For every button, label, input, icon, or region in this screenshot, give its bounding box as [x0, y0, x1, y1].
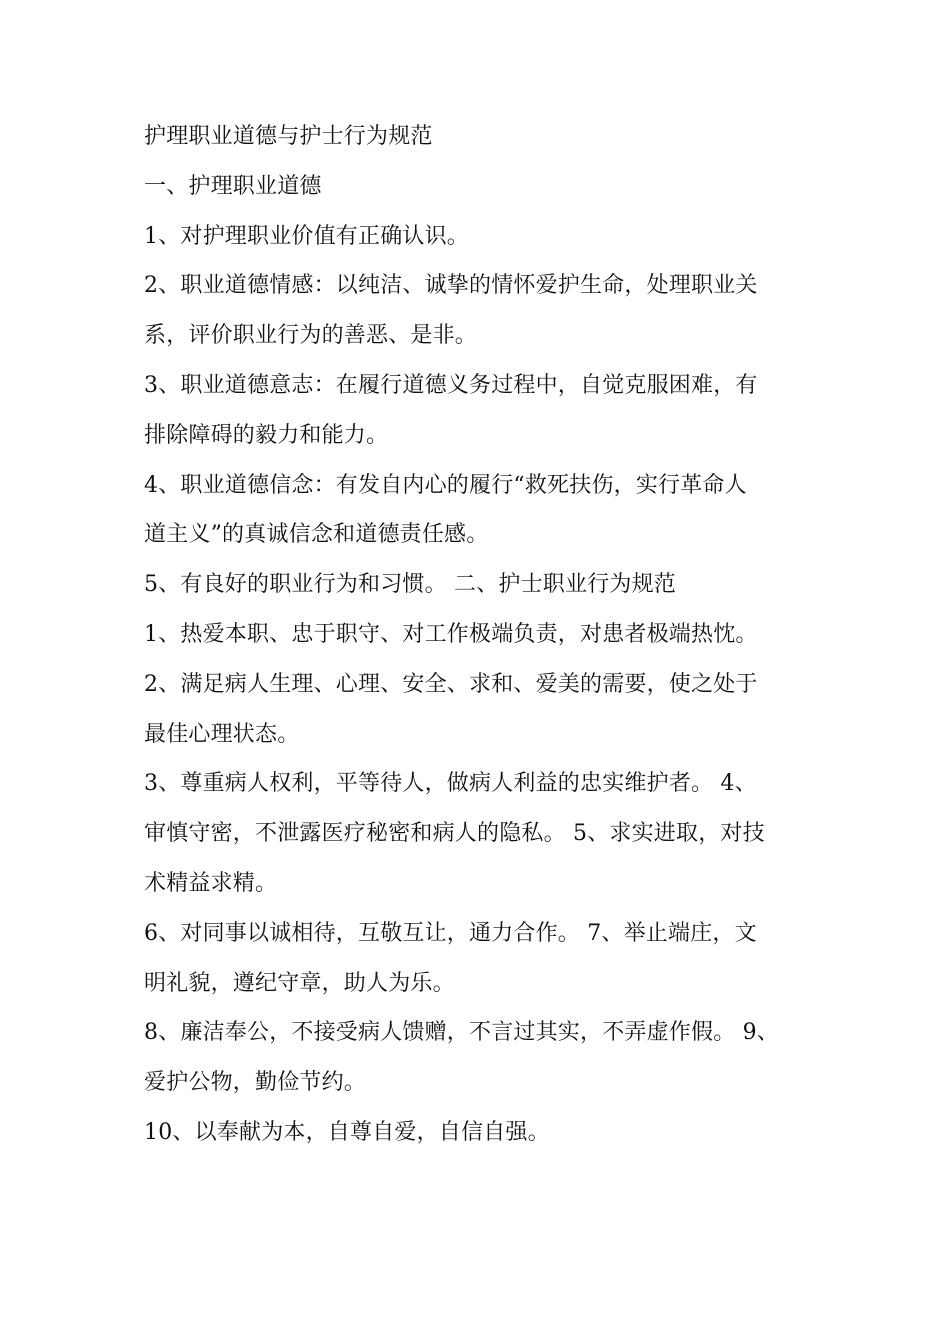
- text-line: 道主义”的真诚信念和道德责任感。: [144, 522, 489, 548]
- text-line: 2、职业道德情感：以纯洁、诚挚的情怀爱护生命，处理职业关: [144, 273, 758, 299]
- text-line: 8、廉洁奉公，不接受病人馈赠，不言过其实，不弄虚作假。 9、: [144, 1020, 779, 1046]
- text-line: 明礼貌，遵纪守章，助人为乐。: [144, 970, 455, 996]
- text-line: 3、职业道德意志：在履行道德义务过程中，自觉克服困难，有: [144, 372, 758, 398]
- text-line: 6、对同事以诚相待，互敬互让，通力合作。 7、举止端庄，文: [144, 920, 757, 946]
- document-title: 护理职业道德与护士行为规范: [144, 124, 433, 149]
- text-line: 排除障碍的毅力和能力。: [144, 422, 389, 448]
- text-line: 4、职业道德信念：有发自内心的履行“救死扶伤，实行革命人: [144, 472, 747, 498]
- text-line: 爱护公物，勤俭节约。: [144, 1070, 367, 1096]
- text-line: 系，评价职业行为的善恶、是非。: [144, 323, 478, 349]
- text-line: 最佳心理状态。: [144, 721, 300, 747]
- text-line: 1、热爱本职、忠于职守、对工作极端负责，对患者极端热忱。: [144, 621, 758, 647]
- text-line: 2、满足病人生理、心理、安全、求和、爱美的需要，使之处于: [144, 671, 758, 697]
- text-line: 术精益求精。: [144, 870, 278, 896]
- text-line: 10、以奉献为本，自尊自爱，自信自强。: [144, 1119, 550, 1145]
- document-body: [144, 112, 814, 1158]
- text-line: 5、有良好的职业行为和习惯。 二、护士职业行为规范: [144, 572, 676, 598]
- text-line: 1、对护理职业价值有正确认识。: [144, 223, 469, 249]
- text-line: 审慎守密，不泄露医疗秘密和病人的隐私。 5、求实进取，对技: [144, 821, 765, 847]
- section-heading-nursing-ethics: 一、护理职业道德: [144, 173, 322, 199]
- text-line: 3、尊重病人权利，平等待人，做病人利益的忠实维护者。 4、: [144, 771, 757, 797]
